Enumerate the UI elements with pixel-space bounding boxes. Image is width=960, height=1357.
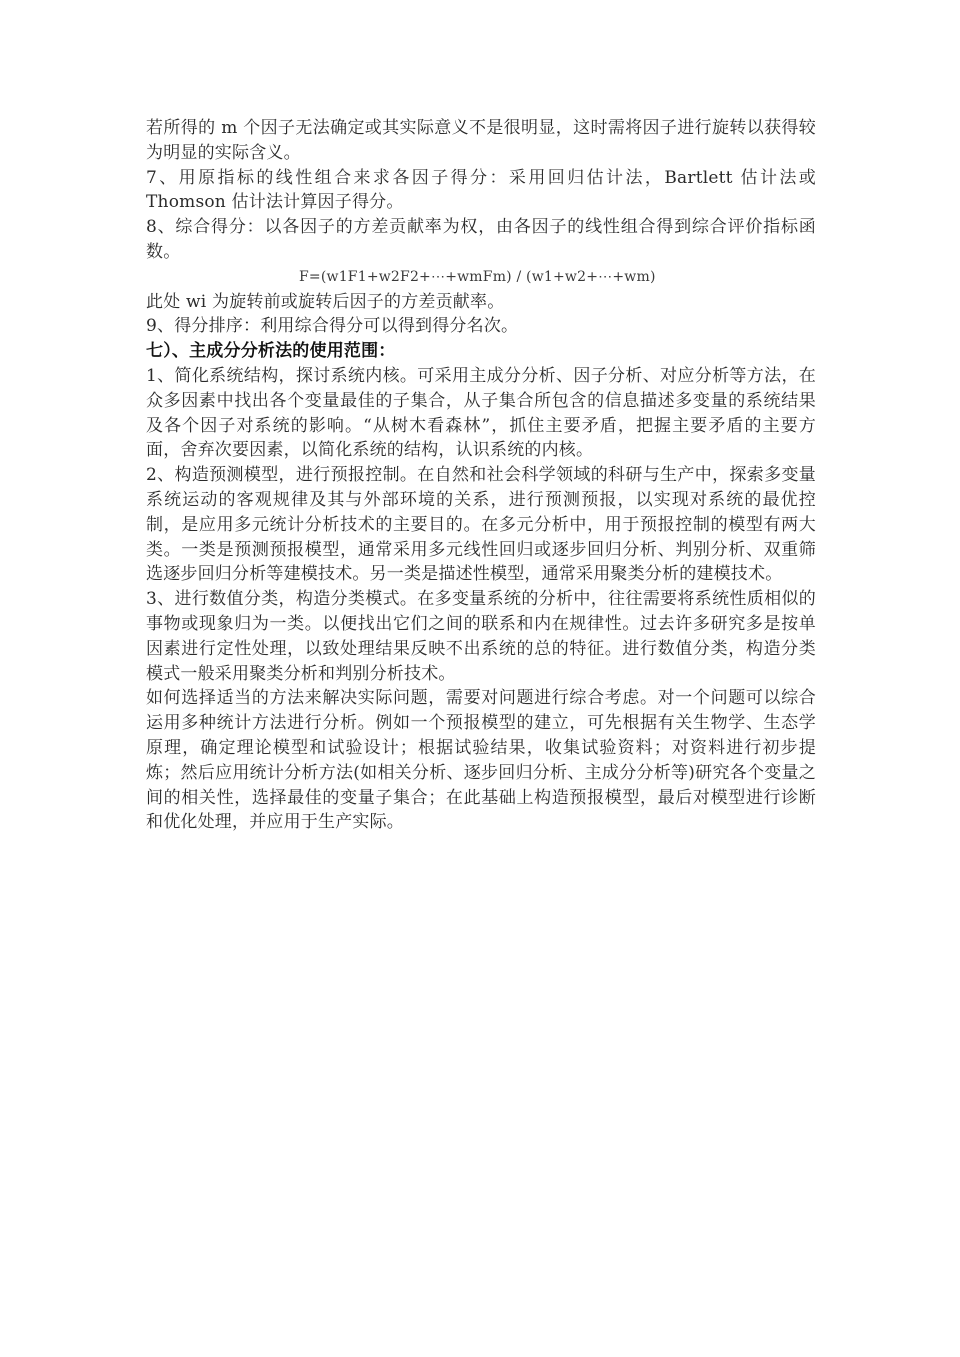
paragraph-method-selection: 如何选择适当的方法来解决实际问题，需要对问题进行综合考虑。对一个问题可以综合运用多种统计方法进行分析。例如一个预报模型的建立，可先根据有关生物学、生态学原理，确定理论模型和试验设计；根据试验结果，收集试验资料；对资料进行初步提炼；然后应用统计分析方法(如相关分析、逐步回归分析、主成分分析等)研究各个变量之间的相关性，选择最佳的变量子集合；在此基础上构造预报模型，最后对模型进行诊断和优化处理，并应用于生产实际。 xyxy=(146,688,816,833)
paragraph-scope-1-simplify: 1、简化系统结构，探讨系统内核。可采用主成分分析、因子分析、对应分析等方法，在众多因素中找出各个变量最佳的子集合，从子集合所包含的信息描述多变量的系统结果及各个因子对系统的影响。“从树木看森林”，抓住主要矛盾，把握主要矛盾的主要方面，舍弃次要因素，以简化系统的结构，认识系统的内核。 xyxy=(146,365,816,461)
composite-score-formula: F=(w1F1+w2F2+⋯+wmFm) / (w1+w2+⋯+wm) xyxy=(299,268,656,285)
paragraph-step-9-ranking: 9、得分排序：利用综合得分可以得到得分名次。 xyxy=(146,316,519,337)
section-heading-pca-scope: 七）、主成分分析法的使用范围： xyxy=(146,341,396,362)
paragraph-factor-rotation: 若所得的 m 个因子无法确定或其实际意义不是很明显，这时需将因子进行旋转以获得较为明显的实际含义。 xyxy=(146,118,816,163)
paragraph-scope-2-prediction: 2、构造预测模型，进行预报控制。在自然和社会科学领域的科研与生产中，探索多变量系统运动的客观规律及其与外部环境的关系，进行预测预报，以实现对系统的最优控制，是应用多元统计分析技术的主要目的。在多元分析中，用于预报控制的模型有两大类。一类是预测预报模型，通常采用多元线性回归或逐步回归分析、判别分析、双重筛选逐步回归分析等建模技术。另一类是描述性模型，通常采用聚类分析的建模技术。 xyxy=(146,465,816,585)
paragraph-step-8-composite-score: 8、综合得分：以各因子的方差贡献率为权，由各因子的线性组合得到综合评价指标函数。 xyxy=(146,217,816,262)
document-body xyxy=(146,116,816,835)
paragraph-scope-3-classification: 3、进行数值分类，构造分类模式。在多变量系统的分析中，往往需要将系统性质相似的事物或现象归为一类。以便找出它们之间的联系和内在规律性。过去许多研究多是按单因素进行定性处理，以致处理结果反映不出系统的总的特征。进行数值分类，构造分类模式一般采用聚类分析和判别分析技术。 xyxy=(146,589,816,684)
paragraph-wi-definition: 此处 wi 为旋转前或旋转后因子的方差贡献率。 xyxy=(146,291,505,312)
paragraph-step-7-factor-scores: 7、用原指标的线性组合来求各因子得分：采用回归估计法，Bartlett 估计法或 Thomson 估计法计算因子得分。 xyxy=(146,167,816,213)
